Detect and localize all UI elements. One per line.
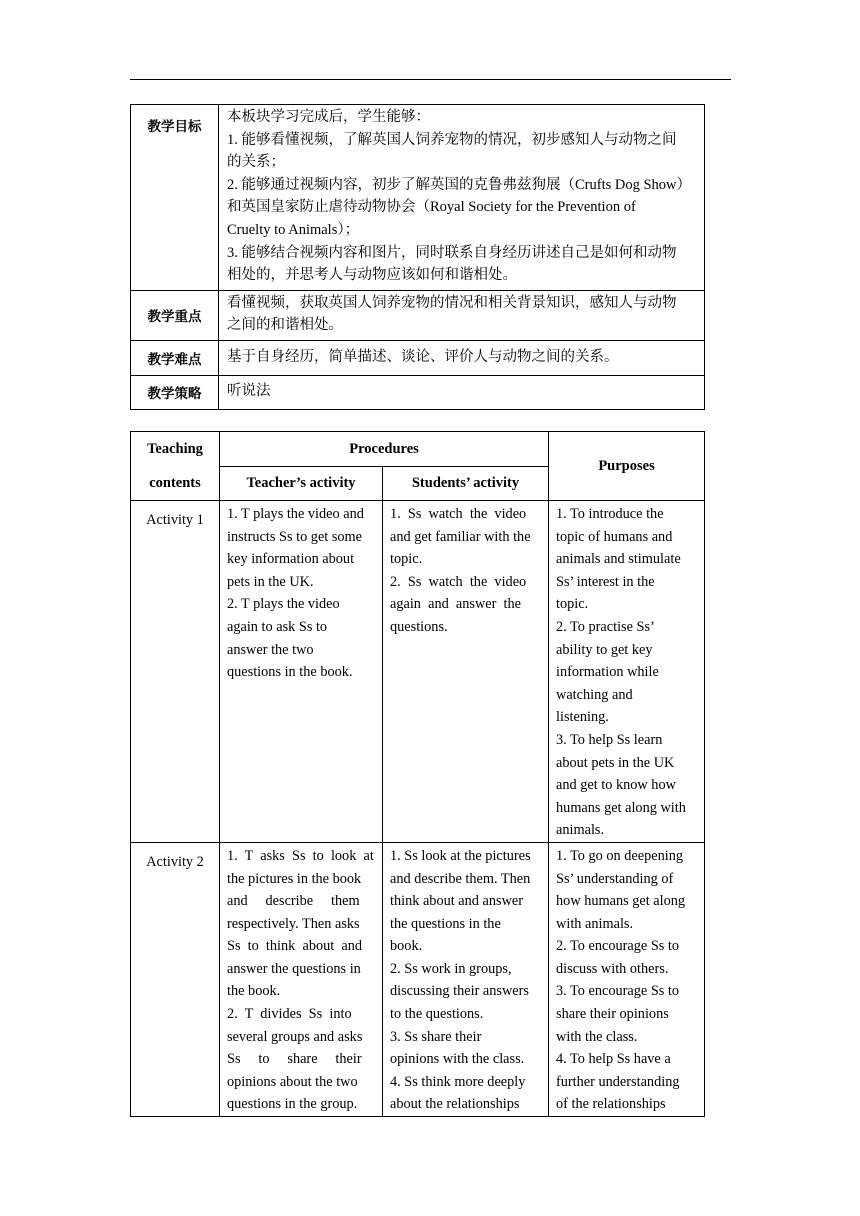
- row-label-difficulties: 教学难点: [131, 340, 219, 375]
- goal-line: 和英国皇家防止虐待动物协会（Royal Society for the Prevention of: [227, 199, 636, 216]
- objectives-table: [130, 104, 705, 410]
- purposes-cell: [549, 842, 705, 1116]
- row-label-strategy: 教学策略: [131, 375, 219, 409]
- key-point-line: 看懂视频，获取英国人饲养宠物的情况和相关背景知识，感知人与动物: [227, 294, 677, 311]
- cell-line: several groups and asks: [227, 1028, 363, 1045]
- procedures-header-row: [131, 432, 705, 467]
- purposes-header: Purposes: [549, 432, 705, 501]
- cell-line: listening.: [556, 709, 609, 726]
- cell-line: questions.: [390, 618, 448, 635]
- cell-line: 2. Ss work in groups,: [390, 960, 512, 977]
- table-row: [131, 842, 705, 1116]
- cell-line: ability to get key: [556, 641, 653, 658]
- table-row: [131, 501, 705, 843]
- cell-line: Ss’ understanding of: [556, 870, 674, 887]
- cell-line: pets in the UK.: [227, 573, 314, 590]
- goal-line: 2. 能够通过视频内容，初步了解英国的克鲁弗兹狗展（Crufts Dog Show）: [227, 176, 692, 193]
- header-rule: [130, 79, 731, 80]
- goal-line: 3. 能够结合视频内容和图片，同时联系自身经历讲述自己是如何和动物: [227, 244, 677, 261]
- teacher-activity-cell: [220, 501, 383, 843]
- objectives-row-key-points: [131, 290, 705, 340]
- row-label-key-points: 教学重点: [131, 290, 219, 340]
- row-label-goals: 教学目标: [131, 105, 219, 291]
- cell-line: 1. T asks Ss to look at: [227, 847, 374, 864]
- teaching-header-line: Teaching: [147, 441, 203, 457]
- cell-line: again to ask Ss to: [227, 618, 328, 635]
- cell-line: and get familiar with the: [390, 528, 531, 545]
- cell-line: respectively. Then asks: [227, 915, 360, 932]
- cell-line: information while: [556, 664, 659, 681]
- cell-line: questions in the book.: [227, 664, 353, 681]
- strategy-line: 听说法: [227, 383, 271, 400]
- row-value-difficulties: [219, 340, 705, 375]
- cell-line: animals.: [556, 822, 605, 839]
- cell-line: share their opinions: [556, 1006, 669, 1023]
- row-value-key-points: [219, 290, 705, 340]
- cell-line: topic of humans and: [556, 528, 673, 545]
- row-value-strategy: [219, 375, 705, 409]
- students-activity-header: Students’ activity: [383, 467, 549, 501]
- cell-line: and describe them: [227, 893, 360, 910]
- cell-line: with the class.: [556, 1028, 638, 1045]
- goal-line: 本板块学习完成后，学生能够：: [227, 109, 430, 125]
- cell-line: the questions in the: [390, 915, 501, 932]
- cell-line: 3. To help Ss learn: [556, 731, 663, 748]
- cell-line: about the relationships: [390, 1096, 520, 1113]
- cell-line: again and answer the: [390, 596, 522, 613]
- activity-label: Activity 1: [131, 501, 220, 843]
- cell-line: Ss to think about and: [227, 938, 363, 955]
- cell-line: key information about: [227, 551, 355, 568]
- cell-line: 2. T plays the video: [227, 596, 340, 613]
- students-activity-cell: [383, 842, 549, 1116]
- activity-label: Activity 2: [131, 842, 220, 1116]
- goal-line: 相处的，并思考人与动物应该如何和谐相处。: [227, 267, 517, 284]
- objectives-row-goals: [131, 105, 705, 291]
- cell-line: 3. Ss share their: [390, 1028, 482, 1045]
- cell-line: 4. To help Ss have a: [556, 1051, 671, 1068]
- students-activity-cell: [383, 501, 549, 843]
- objectives-row-difficulties: [131, 340, 705, 375]
- cell-line: book.: [390, 938, 423, 955]
- cell-line: how humans get along: [556, 893, 686, 910]
- cell-line: 2. Ss watch the video: [390, 573, 527, 590]
- cell-line: 1. Ss look at the pictures: [390, 847, 531, 864]
- cell-line: 1. T plays the video and: [227, 506, 364, 522]
- contents-header-line: contents: [149, 475, 201, 491]
- goal-line: 的关系；: [227, 154, 285, 171]
- objectives-row-strategy: [131, 375, 705, 409]
- cell-line: 1. Ss watch the video: [390, 506, 527, 522]
- teaching-contents-header: [131, 432, 220, 501]
- goal-line: 1. 能够看懂视频，了解英国人饲养宠物的情况，初步感知人与动物之间: [227, 131, 677, 148]
- cell-line: topic.: [390, 551, 423, 568]
- cell-line: think about and answer: [390, 893, 524, 910]
- cell-line: opinions with the class.: [390, 1051, 525, 1068]
- cell-line: of the relationships: [556, 1096, 666, 1113]
- cell-line: and get to know how: [556, 777, 676, 794]
- cell-line: discuss with others.: [556, 960, 669, 977]
- cell-line: instructs Ss to get some: [227, 528, 363, 545]
- cell-line: 1. To introduce the: [556, 506, 664, 522]
- cell-line: answer the questions in: [227, 960, 361, 977]
- cell-line: opinions about the two: [227, 1073, 358, 1090]
- cell-line: to the questions.: [390, 1006, 484, 1023]
- goal-line: Cruelty to Animals）；: [227, 221, 360, 238]
- cell-line: the pictures in the book: [227, 870, 362, 887]
- cell-line: questions in the group.: [227, 1096, 358, 1113]
- cell-line: 2. To practise Ss’: [556, 618, 655, 635]
- teacher-activity-header: Teacher’s activity: [220, 467, 383, 501]
- procedures-table: [130, 431, 705, 1117]
- cell-line: 3. To encourage Ss to: [556, 983, 680, 1000]
- cell-line: watching and: [556, 686, 633, 703]
- cell-line: animals and stimulate: [556, 551, 681, 568]
- cell-line: discussing their answers: [390, 983, 529, 1000]
- purposes-cell: [549, 501, 705, 843]
- cell-line: and describe them. Then: [390, 870, 531, 887]
- cell-line: 4. Ss think more deeply: [390, 1073, 526, 1090]
- cell-line: Ss to share their: [227, 1051, 362, 1068]
- difficulty-line: 基于自身经历，简单描述、谈论、评价人与动物之间的关系。: [227, 348, 619, 365]
- cell-line: 2. To encourage Ss to: [556, 938, 680, 955]
- row-value-goals: [219, 105, 705, 291]
- teacher-activity-cell: [220, 842, 383, 1116]
- cell-line: the book.: [227, 983, 281, 1000]
- cell-line: topic.: [556, 596, 589, 613]
- procedures-header: Procedures: [220, 432, 549, 467]
- cell-line: 2. T divides Ss into: [227, 1006, 352, 1023]
- cell-line: with animals.: [556, 915, 634, 932]
- cell-line: further understanding: [556, 1073, 680, 1090]
- cell-line: answer the two: [227, 641, 314, 658]
- key-point-line: 之间的和谐相处。: [227, 317, 343, 334]
- cell-line: 1. To go on deepening: [556, 847, 684, 864]
- cell-line: about pets in the UK: [556, 754, 675, 771]
- cell-line: Ss’ interest in the: [556, 573, 655, 590]
- cell-line: humans get along with: [556, 799, 686, 816]
